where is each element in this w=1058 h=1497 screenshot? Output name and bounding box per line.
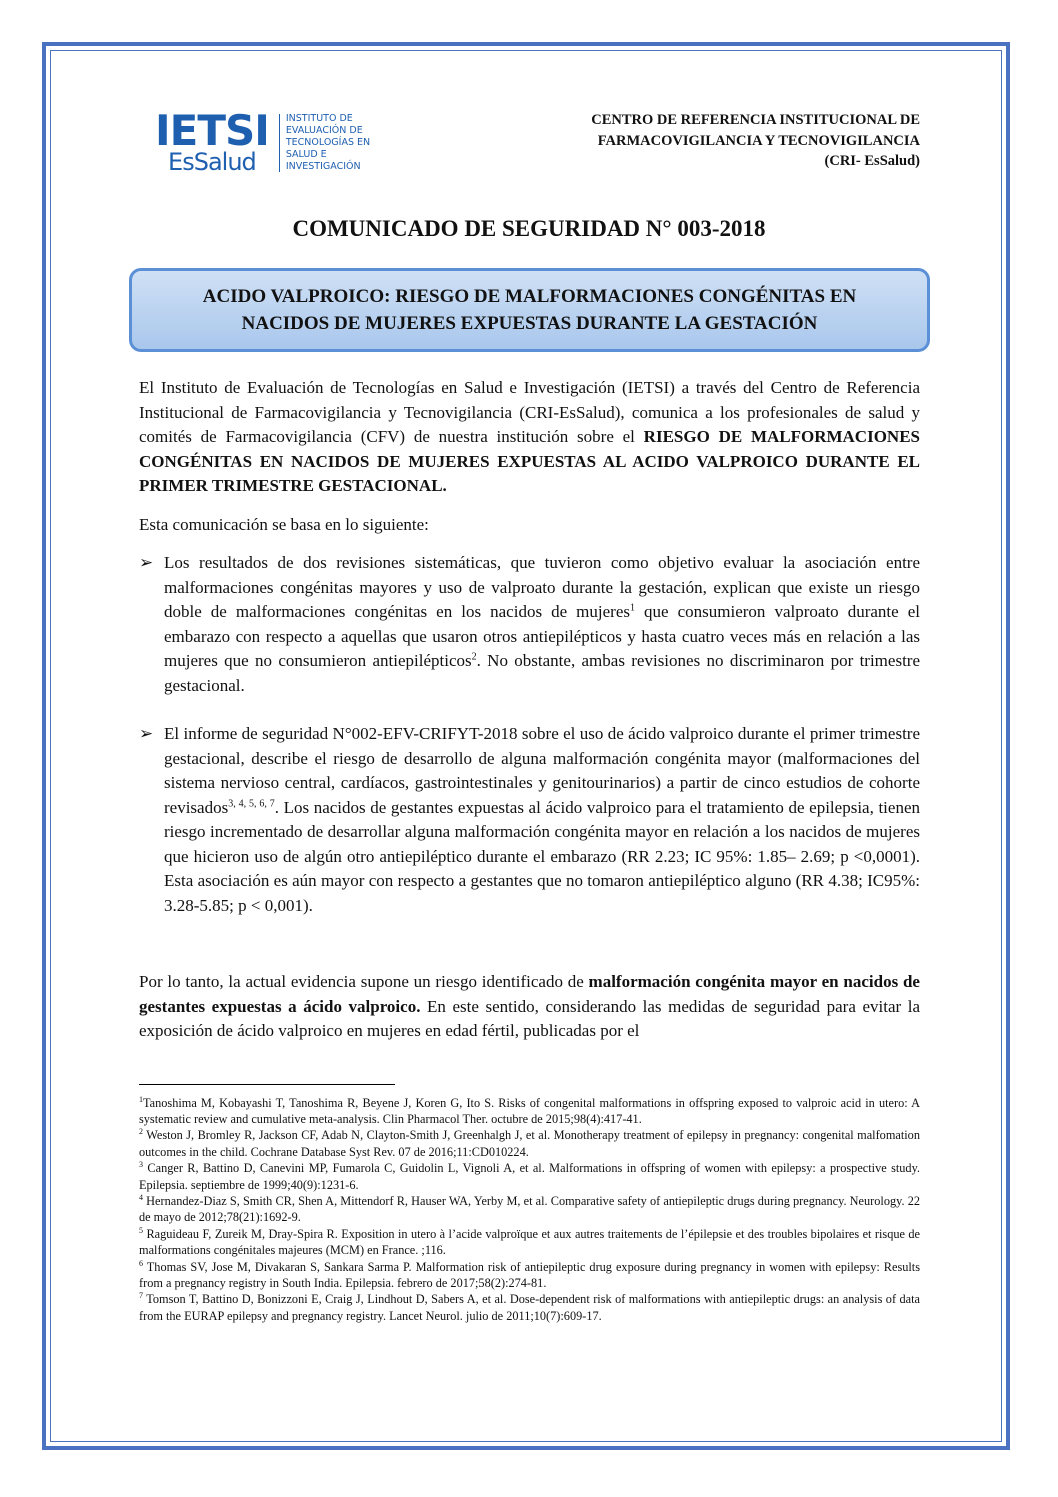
footnote-number: 7 bbox=[139, 1291, 143, 1301]
footnote-text: Tanoshima M, Kobayashi T, Tanoshima R, Beyene J, Koren G, Ito S. Risks of congenital malformations in offspring exposed to valproic acid in utero: A systematic review and cumulative meta-analysis. Clin Pharmacol Ther. octubre de 2015;98(4):417-41. bbox=[139, 1095, 920, 1126]
bullet-text: . Los nacidos de gestantes expuestas al ácido valproico para el tratamiento de epilepsia, tienen riesgo incrementado de desarrollar alguna malformación congénita mayor en relación a los nacidos de mujeres que hicieron uso de algún otro antiepiléptico durante el embarazo (RR 2.23; IC 95%: 1.85– 2.69; p <0,0001). Esta asociación es aún mayor con respecto a gestantes que no tomaron antiepiléptico alguno (RR 4.38; IC95%: 3.28-5.85; p < 0,001). bbox=[164, 797, 920, 915]
bullet-text: que consumieron valproato durante el embarazo con respecto a aquellas que usaron otros antiepilépticos y hasta cuatro veces más en relación a las mujeres que no consumieron antiepilépticos bbox=[164, 602, 920, 670]
footnote-text: Tomson T, Battino D, Bonizzoni E, Craig J, Lindhout D, Sabers A, et al. Dose-dependent risk of malformations with antiepileptic drugs: an analysis of data from the EURAP epilepsy and pregnancy registry. Lancet Neurol. julio de 2011;10(7):609-17. bbox=[139, 1292, 920, 1323]
logo-sub-line: SALUD E bbox=[285, 149, 327, 160]
center-line: (CRI- EsSalud) bbox=[824, 153, 920, 169]
conclusion-text: Por lo tanto, la actual evidencia supone un riesgo identificado de bbox=[139, 972, 589, 991]
footnote-separator bbox=[139, 1084, 395, 1085]
logo-subtitle bbox=[286, 113, 370, 173]
body-content bbox=[139, 376, 920, 1324]
footnote-number: 2 bbox=[139, 1127, 143, 1137]
footnote bbox=[139, 1127, 920, 1160]
bullet-text: Los resultados de dos revisiones sistemáticas, que tuvieron como objetivo evaluar la asociación entre malformaciones congénitas mayores y uso de valproato durante la gestación, explican que existe un riesgo doble de malformaciones congénitas en los nacidos de mujeres bbox=[164, 553, 920, 621]
logo-divider bbox=[279, 114, 280, 172]
footnote bbox=[139, 1160, 920, 1193]
center-line: CENTRO DE REFERENCIA INSTITUCIONAL DE bbox=[591, 112, 920, 128]
footnote-number: 5 bbox=[139, 1225, 143, 1235]
intro-paragraph bbox=[139, 376, 920, 499]
footnotes bbox=[139, 1095, 920, 1325]
reference-center-name bbox=[591, 110, 920, 172]
document-title: COMUNICADO DE SEGURIDAD N° 003-2018 bbox=[292, 216, 766, 241]
conclusion-text: En este sentido, considerando las medidas de seguridad para evitar la exposición de ácido valproico en mujeres en edad fértil, publicadas por el bbox=[139, 996, 921, 1040]
footnote-text: Raguideau F, Zureik M, Dray-Spira R. Exposition in utero à l’acide valproïque et aux autres traitements de l’épilepsie et des troubles bipolaires et risque de malformations congénitales majeures (MCM) en France. ;116. bbox=[139, 1226, 920, 1258]
footnote bbox=[139, 1291, 920, 1324]
intro-bold: RIESGO DE MALFORMACIONES CONGÉNITAS EN NACIDOS DE MUJERES EXPUESTAS AL ACIDO VALPROICO DURANTE EL PRIMER TRIMESTRE GESTACIONAL. bbox=[139, 427, 920, 495]
bullet-item bbox=[139, 551, 920, 698]
footnote-text: Canger R, Battino D, Canevini MP, Fumarola C, Guidolin L, Vignoli A, et al. Malformations in offspring of women with epilepsy: a prospective study. Epilepsia. septiembre de 1999;40(9):1231-6. bbox=[139, 1161, 921, 1192]
footnote bbox=[139, 1259, 920, 1292]
footnote-number: 4 bbox=[139, 1192, 143, 1202]
bullet-text: . No obstante, ambas revisiones no discriminaron por trimestre gestacional. bbox=[164, 651, 920, 695]
footnote-text: Thomas SV, Jose M, Divakaran S, Sankara Sarma P. Malformation risk of antiepileptic drug exposure during pregnancy in women with epilepsy: Results from a pregnancy registry in South India. Epilepsia. febrero de 2017;58(2):274-81. bbox=[139, 1259, 920, 1290]
arrow-bullet-icon: ➢ bbox=[139, 553, 154, 572]
ietsi-logo bbox=[155, 106, 371, 176]
footnote-number: 1 bbox=[139, 1094, 143, 1104]
alert-title-box bbox=[129, 268, 930, 352]
conclusion-paragraph bbox=[139, 970, 920, 1044]
footnote bbox=[139, 1095, 920, 1128]
alert-line: NACIDOS DE MUJERES EXPUESTAS DURANTE LA GESTACIÓN bbox=[241, 313, 818, 334]
footnote-ref: 1 bbox=[630, 602, 635, 614]
logo-essalud: EsSalud bbox=[168, 148, 256, 176]
footnote-ref: 3, 4, 5, 6, 7 bbox=[228, 797, 275, 809]
logo-wordmark bbox=[155, 106, 269, 176]
logo-sub-line: EVALUACIÓN DE bbox=[285, 125, 363, 136]
logo-sub-line: INSTITUTO DE bbox=[285, 113, 353, 124]
basis-paragraph: Esta comunicación se basa en lo siguiente: bbox=[139, 514, 429, 534]
footnote bbox=[139, 1193, 920, 1226]
center-line: FARMACOVIGILANCIA Y TECNOVIGILANCIA bbox=[597, 132, 920, 149]
intro-text: El Instituto de Evaluación de Tecnologías en Salud e Investigación (IETSI) a través del Centro de Referencia Institucional de Farmacovigilancia y Tecnovigilancia (CRI-EsSalud), comunica a los profesionales de salud y comités de Farmacovigilancia (CFV) de nuestra institución sobre el bbox=[139, 378, 920, 446]
footnote-text: Hernandez-Diaz S, Smith CR, Shen A, Mittendorf R, Hauser WA, Yerby M, et al. Comparative safety of antiepileptic drugs during pregnancy. Neurology. 22 de mayo de 2012;78(21):1692-9. bbox=[139, 1193, 920, 1225]
footnote-ref: 2 bbox=[471, 651, 477, 663]
conclusion-bold: malformación congénita mayor en nacidos de gestantes expuestas a ácido valproico. bbox=[139, 972, 920, 1016]
logo-sub-line: INVESTIGACIÓN bbox=[285, 161, 361, 172]
footnote-number: 6 bbox=[139, 1258, 143, 1268]
footnote-text: Weston J, Bromley R, Jackson CF, Adab N, Clayton-Smith J, Greenhalgh J, et al. Monotherapy treatment of epilepsy in pregnancy: congenital malfomation outcomes in the child. Cochrane Database Syst Rev. 07 de 2016;11:CD010224. bbox=[139, 1128, 920, 1159]
logo-sub-line: TECNOLOGÍAS EN bbox=[285, 137, 371, 148]
bullet-text: El informe de seguridad N°002-EFV-CRIFYT-2018 sobre el uso de ácido valproico durante el primer trimestre gestacional, describe el riesgo de desarrollo de alguna malformación congénita mayor (malformaciones del sistema nervioso central, cardíacos, gastrointestinales y genitourinarios) a partir de cinco estudios de cohorte revisados bbox=[164, 724, 920, 817]
footnote bbox=[139, 1226, 920, 1259]
arrow-bullet-icon: ➢ bbox=[139, 724, 154, 743]
logo-ietsi: IETSI bbox=[155, 106, 269, 155]
footnote-number: 3 bbox=[139, 1160, 143, 1170]
bullet-item bbox=[139, 722, 920, 918]
alert-line: ACIDO VALPROICO: RIESGO DE MALFORMACIONES CONGÉNITAS EN bbox=[202, 286, 857, 307]
